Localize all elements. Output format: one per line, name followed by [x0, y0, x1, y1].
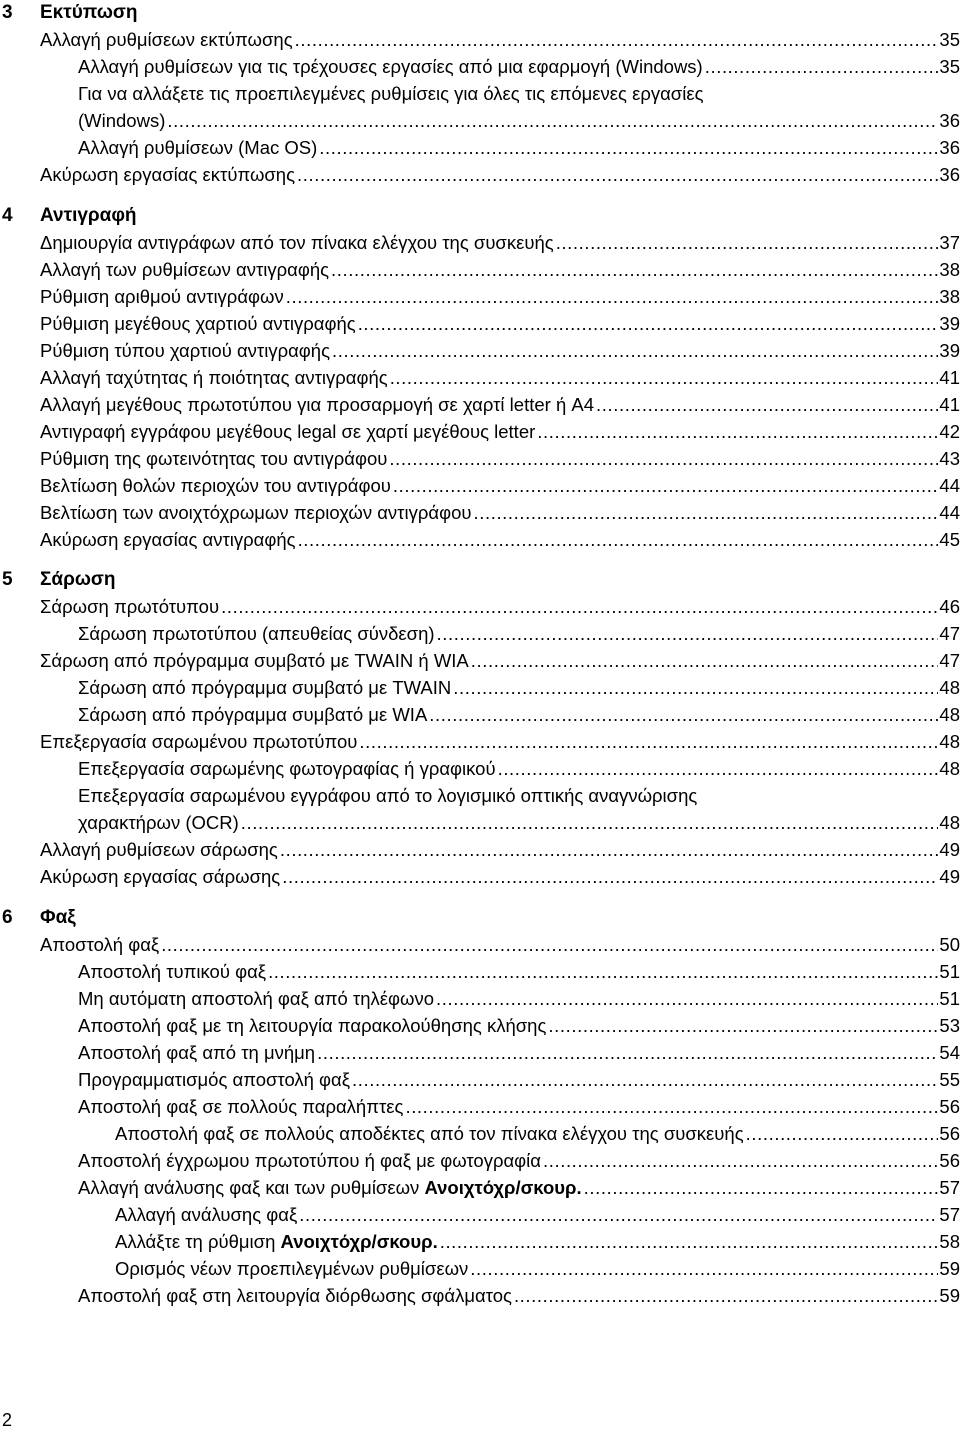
- toc-entry-title: [78, 1067, 350, 1093]
- toc-entry-text: Αλλαγή ανάλυσης φαξ και των ρυθμίσεων: [78, 1176, 425, 1198]
- toc-entry-text: Επεξεργασία σαρωμένου πρωτοτύπου: [40, 731, 358, 752]
- chapter-number: 3: [2, 2, 13, 23]
- toc-entry-text: Αλλαγή των ρυθμίσεων αντιγραφής: [40, 258, 330, 280]
- toc-entry-text: Βελτίωση των ανοιχτόχρωμων περιοχών αντιγράφου: [40, 501, 472, 523]
- toc-entry[interactable]: [78, 83, 960, 134]
- toc-entry-title: [40, 284, 284, 310]
- toc-page-number: 56: [939, 1149, 960, 1171]
- toc-entry-text: Αλλαγή ρυθμίσεων (Mac OS): [78, 137, 318, 158]
- toc-entry-text: Αποστολή τυπικού φαξ: [78, 960, 267, 982]
- toc-entry[interactable]: [78, 1013, 960, 1039]
- toc-entry-title: [40, 500, 471, 526]
- dot-leader: [541, 1148, 938, 1174]
- toc-entry-bold-text: Ανοιχτόχρ/σκουρ.: [424, 1176, 582, 1198]
- dot-leader: [438, 1229, 939, 1255]
- dot-leader: [427, 702, 938, 728]
- toc-entry-text: Αλλαγή ρυθμίσεων για τις τρέχουσες εργασίες από μια εφαρμογή (Windows): [78, 56, 703, 77]
- chapter-title: Σάρωση: [40, 569, 116, 590]
- chapter-number: 6: [2, 906, 13, 928]
- toc-page-number: 56: [939, 1122, 960, 1144]
- toc-page-number: 53: [939, 1014, 960, 1036]
- toc-page-number: 43: [939, 447, 960, 469]
- dot-leader: [315, 1040, 938, 1066]
- dot-leader: [295, 162, 938, 188]
- dot-leader: [280, 864, 938, 890]
- toc-page-number: 44: [939, 501, 960, 523]
- toc-entry[interactable]: [78, 785, 960, 836]
- toc-entry[interactable]: [40, 648, 960, 674]
- toc-entry-title: [78, 1148, 541, 1174]
- toc-entry-text: Αντιγραφή εγγράφου μεγέθους legal σε χαρτί μεγέθους letter: [40, 420, 536, 442]
- toc-entry-title: [78, 756, 496, 782]
- dot-leader: [278, 837, 939, 863]
- toc-entry[interactable]: [40, 527, 960, 553]
- toc-page-number: 54: [939, 1041, 960, 1063]
- toc-entry-title: [78, 959, 266, 985]
- toc-entry-text: Ρύθμιση τύπου χαρτιού αντιγραφής: [40, 339, 331, 361]
- toc-entry[interactable]: [78, 1148, 960, 1174]
- toc-entry-text: Επεξεργασία σαρωμένης φωτογραφίας ή γραφικού: [78, 758, 496, 779]
- toc-entry-title: [78, 621, 435, 647]
- toc-entry-title: [40, 527, 296, 553]
- toc-entry-title: [115, 1121, 744, 1147]
- toc-entry[interactable]: [40, 162, 960, 188]
- toc-entry[interactable]: [78, 1283, 960, 1309]
- toc-entry-text: Σάρωση πρωτοτύπου (απευθείας σύνδεση): [78, 623, 435, 644]
- toc-page-number: 59: [939, 1257, 960, 1279]
- dot-leader: [451, 675, 938, 701]
- toc-entry[interactable]: [115, 1121, 960, 1147]
- toc-entry[interactable]: [40, 446, 960, 472]
- toc-entry-title: [40, 392, 594, 418]
- dot-leader: [266, 959, 938, 985]
- toc-entry-text: Βελτίωση θολών περιοχών του αντιγράφου: [40, 474, 391, 496]
- toc-entry-title: [40, 648, 469, 674]
- page-number: 2: [2, 1410, 13, 1430]
- toc-entry[interactable]: [78, 1094, 960, 1120]
- dot-leader: [297, 1202, 938, 1228]
- toc-entry-text: Σάρωση πρωτότυπου: [40, 596, 220, 617]
- toc-entry-text: Αλλαγή ταχύτητας ή ποιότητας αντιγραφής: [40, 366, 388, 388]
- dot-leader: [239, 810, 939, 836]
- toc-entry[interactable]: [78, 135, 960, 161]
- toc-page-number: 36: [939, 137, 960, 158]
- toc-page-number: 59: [939, 1284, 960, 1306]
- toc-entry[interactable]: [40, 392, 960, 418]
- toc-entry-text: Ακύρωση εργασίας σάρωσης: [40, 866, 281, 887]
- toc-page-number: 47: [939, 650, 960, 671]
- toc-page-number: 58: [939, 1230, 960, 1252]
- toc-entry-title-line1: Επεξεργασία σαρωμένου εγγράφου από το λογισμικό οπτικής αναγνώρισης: [78, 785, 698, 806]
- toc-page-number: 57: [939, 1203, 960, 1225]
- dot-leader: [387, 446, 938, 472]
- toc-entry-title: [115, 1256, 468, 1282]
- dot-leader: [219, 594, 938, 620]
- toc-entry[interactable]: [78, 54, 960, 80]
- toc-entry-title: [115, 1229, 438, 1255]
- toc-entry-title: [40, 837, 278, 863]
- toc-page-number: 41: [939, 393, 960, 415]
- chapter-heading: [0, 567, 960, 593]
- toc-entry-title: [78, 986, 434, 1012]
- toc-page-number: 38: [939, 285, 960, 307]
- toc-entry[interactable]: [40, 864, 960, 890]
- dot-leader: [391, 473, 939, 499]
- toc-entry-title: [78, 54, 703, 80]
- dot-leader: [554, 230, 939, 256]
- toc-entry[interactable]: [40, 837, 960, 863]
- toc-entry-bold-text: Ανοιχτόχρ/σκουρ.: [280, 1230, 438, 1252]
- toc-entry-text: Σάρωση από πρόγραμμα συμβατό με TWAIN ή WIA: [40, 650, 469, 671]
- toc-entry[interactable]: [40, 284, 960, 310]
- toc-entry[interactable]: [115, 1256, 960, 1282]
- chapter-heading: [0, 0, 960, 26]
- dot-leader: [293, 27, 939, 53]
- toc-page-number: 51: [939, 960, 960, 982]
- toc-entry[interactable]: [78, 1040, 960, 1066]
- toc-entry-title: [78, 108, 165, 134]
- toc-entry-title: [40, 932, 159, 958]
- toc-page-number: 55: [939, 1068, 960, 1090]
- toc-entry-title: [40, 446, 387, 472]
- toc-page-number: 49: [939, 839, 960, 860]
- chapter-number: 5: [2, 569, 13, 590]
- toc-entry-title: [40, 419, 535, 445]
- toc-entry-title: [78, 675, 451, 701]
- chapter-title: Φαξ: [40, 906, 76, 928]
- toc-entry-title: [115, 1202, 297, 1228]
- dot-leader: [284, 284, 939, 310]
- toc-entry-text: Ρύθμιση αριθμού αντιγράφων: [40, 285, 284, 307]
- toc-page-number: 39: [939, 339, 960, 361]
- dot-leader: [535, 419, 938, 445]
- toc-entry-text: Ρύθμιση μεγέθους χαρτιού αντιγραφής: [40, 312, 356, 334]
- toc-entry-text: Ρύθμιση της φωτεινότητας του αντιγράφου: [40, 447, 388, 469]
- toc-entry-title: [40, 338, 330, 364]
- toc-entry-title: [40, 365, 388, 391]
- dot-leader: [469, 648, 939, 674]
- toc-entry[interactable]: [40, 473, 960, 499]
- toc-page-number: 46: [939, 596, 960, 617]
- toc-entry-title: [40, 162, 295, 188]
- toc-entry[interactable]: [40, 338, 960, 364]
- toc-entry[interactable]: [40, 500, 960, 526]
- toc-entry-text: Ακύρωση εργασίας αντιγραφής: [40, 528, 296, 550]
- toc-page-number: 51: [939, 987, 960, 1009]
- toc-page-number: 57: [939, 1176, 960, 1198]
- toc-entry[interactable]: [78, 702, 960, 728]
- toc-entry-text: Αποστολή έγχρωμου πρωτοτύπου ή φαξ με φωτογραφία: [78, 1149, 541, 1171]
- toc-entry[interactable]: [40, 419, 960, 445]
- toc-entry-title: [78, 135, 317, 161]
- toc-page-number: 49: [939, 866, 960, 887]
- toc-entry[interactable]: [78, 756, 960, 782]
- toc-entry[interactable]: [78, 986, 960, 1012]
- toc-page-number: 37: [939, 231, 960, 253]
- dot-leader: [512, 1283, 938, 1309]
- toc-entry-text: χαρακτήρων (OCR): [78, 812, 239, 833]
- dot-leader: [350, 1067, 938, 1093]
- toc-page-number: 48: [939, 758, 960, 779]
- dot-leader: [330, 338, 938, 364]
- toc-page-number: 56: [939, 1095, 960, 1117]
- toc-entry-title: [78, 1040, 315, 1066]
- toc-entry-title: [78, 1013, 546, 1039]
- toc-page-number: 35: [939, 56, 960, 77]
- dot-leader: [435, 621, 939, 647]
- toc-entry[interactable]: [40, 729, 960, 755]
- dot-leader: [468, 1256, 938, 1282]
- toc-entry-text: Αποστολή φαξ: [40, 933, 160, 955]
- dot-leader: [403, 1094, 938, 1120]
- toc-entry-text: Αποστολή φαξ σε πολλούς αποδέκτες από τον πίνακα ελέγχου της συσκευής: [115, 1122, 744, 1144]
- toc-entry[interactable]: [40, 257, 960, 283]
- toc-entry-title: [40, 594, 219, 620]
- toc-entry[interactable]: [78, 1175, 960, 1201]
- dot-leader: [546, 1013, 938, 1039]
- toc-entry[interactable]: [40, 594, 960, 620]
- toc-entry-title: [40, 230, 554, 256]
- toc-entry[interactable]: [115, 1202, 960, 1228]
- toc-page-number: 47: [939, 623, 960, 644]
- toc-entry-title: [40, 729, 357, 755]
- dot-leader: [296, 527, 939, 553]
- toc-entry-text: (Windows): [78, 110, 166, 131]
- toc-entry-text: Αλλαγή ρυθμίσεων σάρωσης: [40, 839, 278, 860]
- toc-entry-text: Σάρωση από πρόγραμμα συμβατό με TWAIN: [78, 677, 452, 698]
- dot-leader: [744, 1121, 939, 1147]
- dot-leader: [703, 54, 939, 80]
- toc-entry-text: Σάρωση από πρόγραμμα συμβατό με WIA: [78, 704, 428, 725]
- toc-entry-title: [78, 1094, 403, 1120]
- toc-page-number: 50: [939, 933, 960, 955]
- chapter-title: Αντιγραφή: [40, 204, 137, 226]
- toc-entry[interactable]: [78, 675, 960, 701]
- toc-entry-text: Αλλαγή ανάλυσης φαξ: [115, 1203, 298, 1225]
- toc-entry[interactable]: [78, 621, 960, 647]
- dot-leader: [356, 311, 939, 337]
- toc-page-number: 39: [939, 312, 960, 334]
- dot-leader: [329, 257, 938, 283]
- toc-entry-title: [40, 257, 329, 283]
- toc-entry-text: Αποστολή φαξ με τη λειτουργία παρακολούθησης κλήσης: [78, 1014, 547, 1036]
- toc-entry-text: Δημιουργία αντιγράφων από τον πίνακα ελέγχου της συσκευής: [40, 231, 554, 253]
- toc-entry-text: Μη αυτόματη αποστολή φαξ από τηλέφωνο: [78, 987, 434, 1009]
- toc-entry[interactable]: [40, 311, 960, 337]
- toc-entry[interactable]: [40, 365, 960, 391]
- toc-page-number: 45: [939, 528, 960, 550]
- dot-leader: [357, 729, 938, 755]
- toc-page-number: 48: [939, 812, 960, 833]
- toc-page-number: 48: [939, 704, 960, 725]
- dot-leader: [388, 365, 939, 391]
- toc-page-number: 48: [939, 677, 960, 698]
- toc-entry-text: Ακύρωση εργασίας εκτύπωσης: [40, 164, 296, 185]
- toc-entry-title: [40, 473, 391, 499]
- dot-leader: [434, 986, 938, 1012]
- toc-entry[interactable]: [40, 932, 960, 958]
- chapter-number: 4: [2, 204, 13, 226]
- toc-entry-text: Προγραμματισμός αποστολή φαξ: [78, 1068, 351, 1090]
- toc-entry-text: Αποστολή φαξ σε πολλούς παραλήπτες: [78, 1095, 404, 1117]
- dot-leader: [159, 932, 938, 958]
- toc-page-number: 35: [939, 29, 960, 50]
- toc-page-number: 41: [939, 366, 960, 388]
- chapter-heading: [0, 905, 960, 931]
- toc-entry-title: [40, 27, 293, 53]
- toc-entry-text: Ορισμός νέων προεπιλεγμένων ρυθμίσεων: [115, 1257, 469, 1279]
- dot-leader: [496, 756, 939, 782]
- dot-leader: [582, 1175, 939, 1201]
- dot-leader: [317, 135, 938, 161]
- toc-entry-text: Αλλαγή μεγέθους πρωτοτύπου για προσαρμογή σε χαρτί letter ή A4: [40, 393, 594, 415]
- toc-entry[interactable]: [78, 959, 960, 985]
- toc-page-number: 36: [939, 164, 960, 185]
- toc-entry-text: Αποστολή φαξ στη λειτουργία διόρθωσης σφάλματος: [78, 1284, 512, 1306]
- toc-entry-text: Αλλαγή ρυθμίσεων εκτύπωσης: [40, 29, 293, 50]
- toc-entry-title: [78, 702, 427, 728]
- toc-page-number: 44: [939, 474, 960, 496]
- toc-entry-text: Αποστολή φαξ από τη μνήμη: [78, 1041, 316, 1063]
- toc-entry[interactable]: [40, 230, 960, 256]
- toc-entry-text: Αλλάξτε τη ρύθμιση: [115, 1230, 281, 1252]
- toc-entry-title: [40, 311, 356, 337]
- chapter-heading: [0, 203, 960, 229]
- toc-entry-title: [78, 810, 239, 836]
- toc-entry[interactable]: [115, 1229, 960, 1255]
- toc-page-number: 36: [939, 110, 960, 131]
- toc-entry[interactable]: [78, 1067, 960, 1093]
- dot-leader: [165, 108, 938, 134]
- dot-leader: [594, 392, 938, 418]
- toc-entry-title: [40, 864, 280, 890]
- toc-entry[interactable]: [40, 27, 960, 53]
- toc-page-number: 48: [939, 731, 960, 752]
- toc-entry-title: [78, 1283, 512, 1309]
- toc-page-number: 38: [939, 258, 960, 280]
- dot-leader: [471, 500, 938, 526]
- toc-entry-title: [78, 1175, 582, 1201]
- chapter-title: Εκτύπωση: [40, 2, 138, 23]
- toc-page-number: 42: [939, 420, 960, 442]
- toc-entry-title-line1: Για να αλλάξετε τις προεπιλεγμένες ρυθμίσεις για όλες τις επόμενες εργασίες: [78, 83, 704, 104]
